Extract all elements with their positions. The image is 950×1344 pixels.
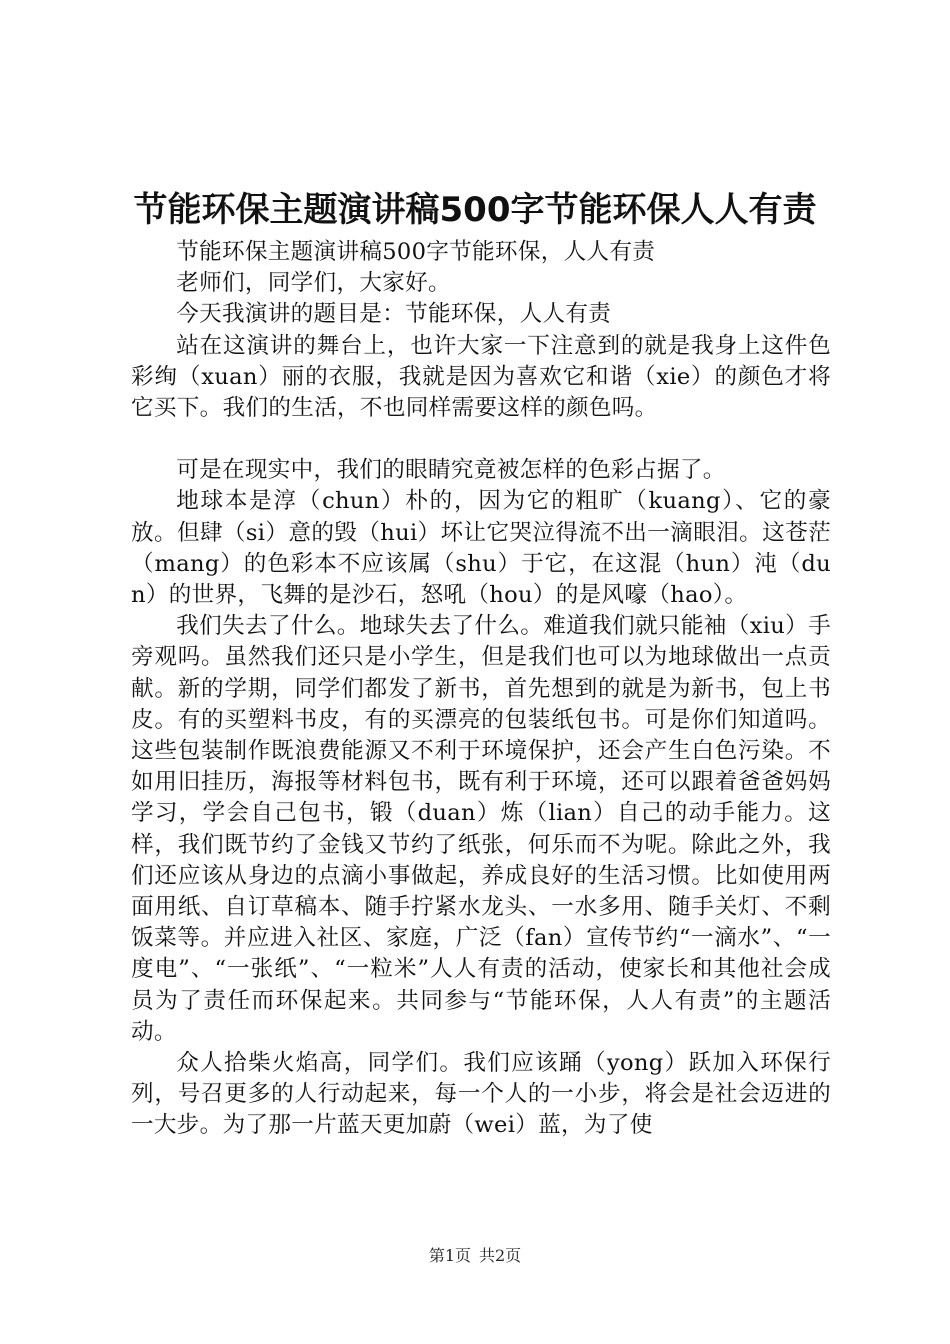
- paragraph-call-to-action: 众人拾柴火焰高，同学们。我们应该踊（yong）跃加入环保行列，号召更多的人行动起来，每一个人的一小步，将会是社会迈进的一大步。为了那一片蓝天更加蔚（wei）蓝，为了使: [131, 1050, 831, 1139]
- paragraph-greeting: 老师们，同学们，大家好。: [176, 270, 451, 297]
- paragraph-topic: 今天我演讲的题目是：节能环保，人人有责: [176, 301, 612, 328]
- paragraph-actions: 我们失去了什么。地球失去了什么。难道我们就只能袖（xiu）手旁观吗。虽然我们还只是小学生，但是我们也可以为地球做出一点贡献。新的学期，同学们都发了新书，首先想到的就是为新书，包上书皮。有的买塑料书皮，有的买漂亮的包装纸包书。可是你们知道吗。这些包装制作既浪费能源又不利于环境保护，还会产生白色污染。不如用旧挂历，海报等材料包书，既有利于环境，还可以跟着爸爸妈妈学习，学会自己包书，锻（duan）炼（lian）自己的动手能力。这样，我们既节约了金钱又节约了纸张，何乐而不为呢。除此之外，我们还应该从身边的点滴小事做起，养成良好的生活习惯。比如使用两面用纸、自订草稿本、随手拧紧水龙头、一水多用、随手关灯、不剩饭菜等。并应进入社区、家庭，广泛（fan）宣传节约“一滴水”、“一度电”、“一张纸”、“一粒米”人人有责的活动，使家长和其他社会成员为了责任而环保起来。共同参与“节能环保，人人有责”的主题活动。: [131, 613, 831, 1045]
- paragraph-subtitle: 节能环保主题演讲稿500字节能环保，人人有责: [176, 239, 656, 265]
- page-total: 共2页: [479, 1246, 522, 1265]
- page-number: 第1页: [428, 1246, 471, 1265]
- page-footer: [0, 1245, 950, 1267]
- paragraph-intro: 站在这演讲的舞台上，也许大家一下注意到的就是我身上这件色彩绚（xuan）丽的衣服，我就是因为喜欢它和谐（xie）的颜色才将它买下。我们的生活，不也同样需要这样的颜色吗。: [131, 332, 831, 422]
- paragraph-earth: 地球本是淳（chun）朴的，因为它的粗旷（kuang）、它的豪放。但肆（si）意的毁（hui）坏让它哭泣得流不出一滴眼泪。这苍茫（mang）的色彩本不应该属（shu）于它，在这混（hun）沌（dun）的世界，飞舞的是沙石，怒吼（hou）的是风嚎（hao）。: [131, 488, 831, 609]
- document-title: 节能环保主题演讲稿500字节能环保人人有责: [133, 190, 817, 230]
- document-body: [131, 237, 831, 1142]
- paragraph-reality: 可是在现实中，我们的眼睛究竟被怎样的色彩占据了。: [176, 457, 726, 484]
